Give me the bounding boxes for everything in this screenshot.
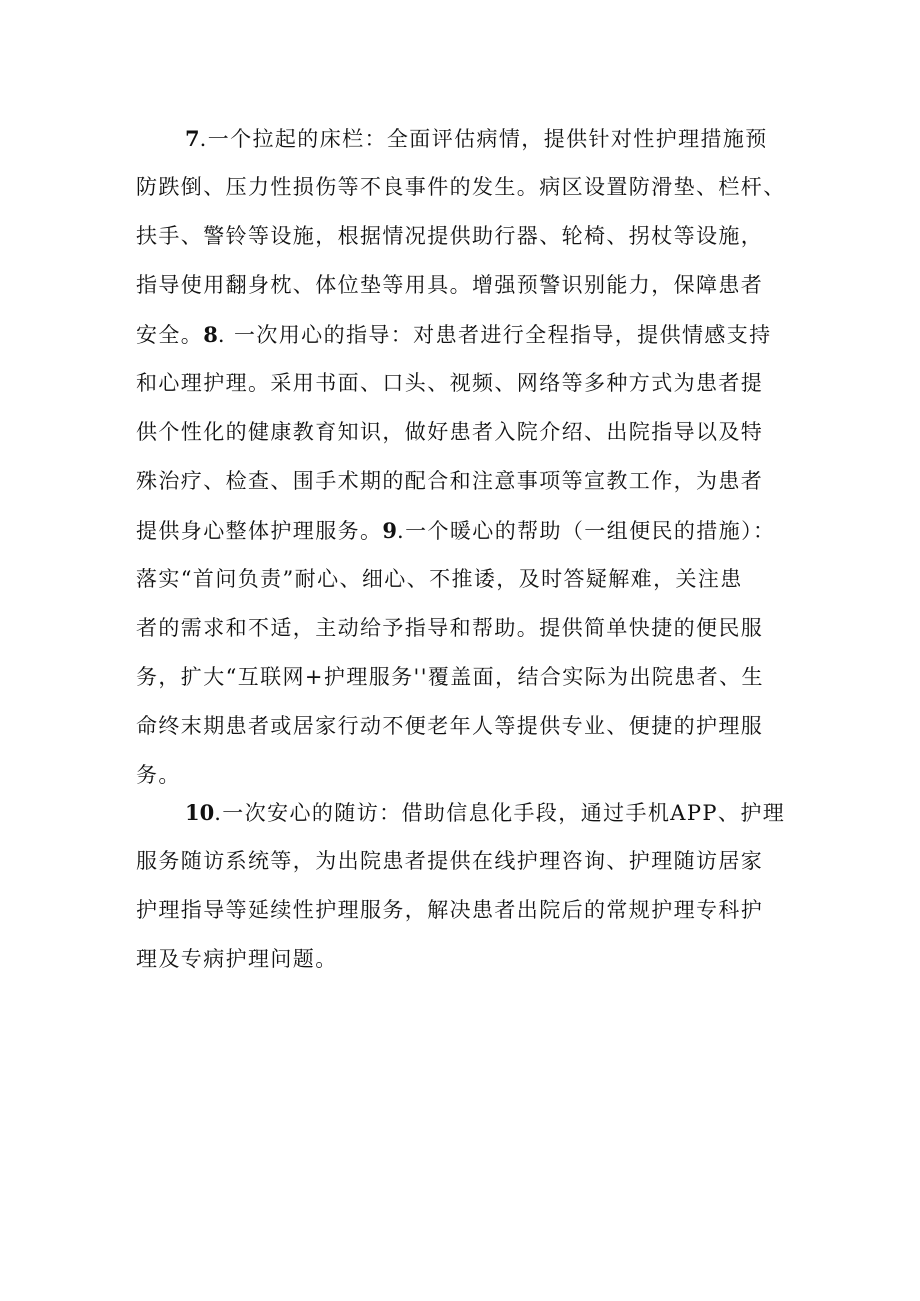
line-text: 落实“首问负责”耐心、细心、不推诿，及时答疑解难，关注患 <box>136 567 743 591</box>
text-line <box>136 359 796 408</box>
text-line <box>136 261 796 310</box>
paragraph-2 <box>136 788 796 984</box>
line-text: 和心理护理。采用书面、口头、视频、网络等多种方式为患者提 <box>136 371 764 395</box>
line-text: 指导使用翻身枕、体位垫等用具。增强预警识别能力，保障患者 <box>136 273 764 297</box>
text-line <box>136 114 796 163</box>
text-line <box>136 506 796 555</box>
line-text: 务。 <box>136 763 181 787</box>
text-line <box>136 604 796 653</box>
line-text: .一个拉起的床栏：全面评估病情，提供针对性护理措施预 <box>199 127 768 151</box>
text-line <box>136 653 796 702</box>
line-text: 服务随访系统等，为出院患者提供在线护理咨询、护理随访居家 <box>136 849 764 873</box>
line-text: .一次安心的随访：借助信息化手段，通过手机APP、护理 <box>214 801 786 825</box>
line-text: 供个性化的健康教育知识，做好患者入院介绍、出院指导以及特 <box>136 420 764 444</box>
item-number: 10 <box>185 800 215 825</box>
text-line <box>136 408 796 457</box>
line-text: 命终末期患者或居家行动不便老年人等提供专业、便捷的护理服 <box>136 714 764 738</box>
text-line <box>136 457 796 506</box>
line-text: 理及专病护理问题。 <box>136 947 338 971</box>
line-text: 护理指导等延续性护理服务，解决患者出院后的常规护理专科护 <box>136 898 764 922</box>
text-line <box>136 212 796 261</box>
line-text: 者的需求和不适，主动给予指导和帮助。提供简单快捷的便民服 <box>136 616 764 640</box>
paragraph-1 <box>136 114 796 800</box>
line-text: 提供身心整体护理服务。 <box>136 519 383 543</box>
text-line <box>136 555 796 604</box>
text-line <box>136 310 796 359</box>
text-line <box>136 702 796 751</box>
text-line <box>136 837 796 886</box>
line-text: 殊治疗、检查、围手术期的配合和注意事项等宣教工作，为患者 <box>136 469 764 493</box>
text-line <box>136 163 796 212</box>
line-text: .一个暖心的帮助（一组便民的措施）： <box>397 519 776 543</box>
line-text: . 一次用心的指导：对患者进行全程指导，提供情感支持 <box>217 323 772 347</box>
item-number: 8 <box>203 322 218 347</box>
line-text: 扶手、警铃等设施，根据情况提供助行器、轮椅、拐杖等设施， <box>136 224 764 248</box>
line-text: 安全。 <box>136 323 204 347</box>
line-text: 防跌倒、压力性损伤等不良事件的发生。病区设置防滑垫、栏杆、 <box>136 175 786 199</box>
text-line <box>136 788 796 837</box>
line-text: 务，扩大“互联网+护理服务''覆盖面，结合实际为出院患者、生 <box>136 665 764 689</box>
item-number: 9 <box>382 518 398 543</box>
text-line <box>136 935 796 984</box>
text-line <box>136 886 796 935</box>
item-number: 7 <box>185 126 200 151</box>
